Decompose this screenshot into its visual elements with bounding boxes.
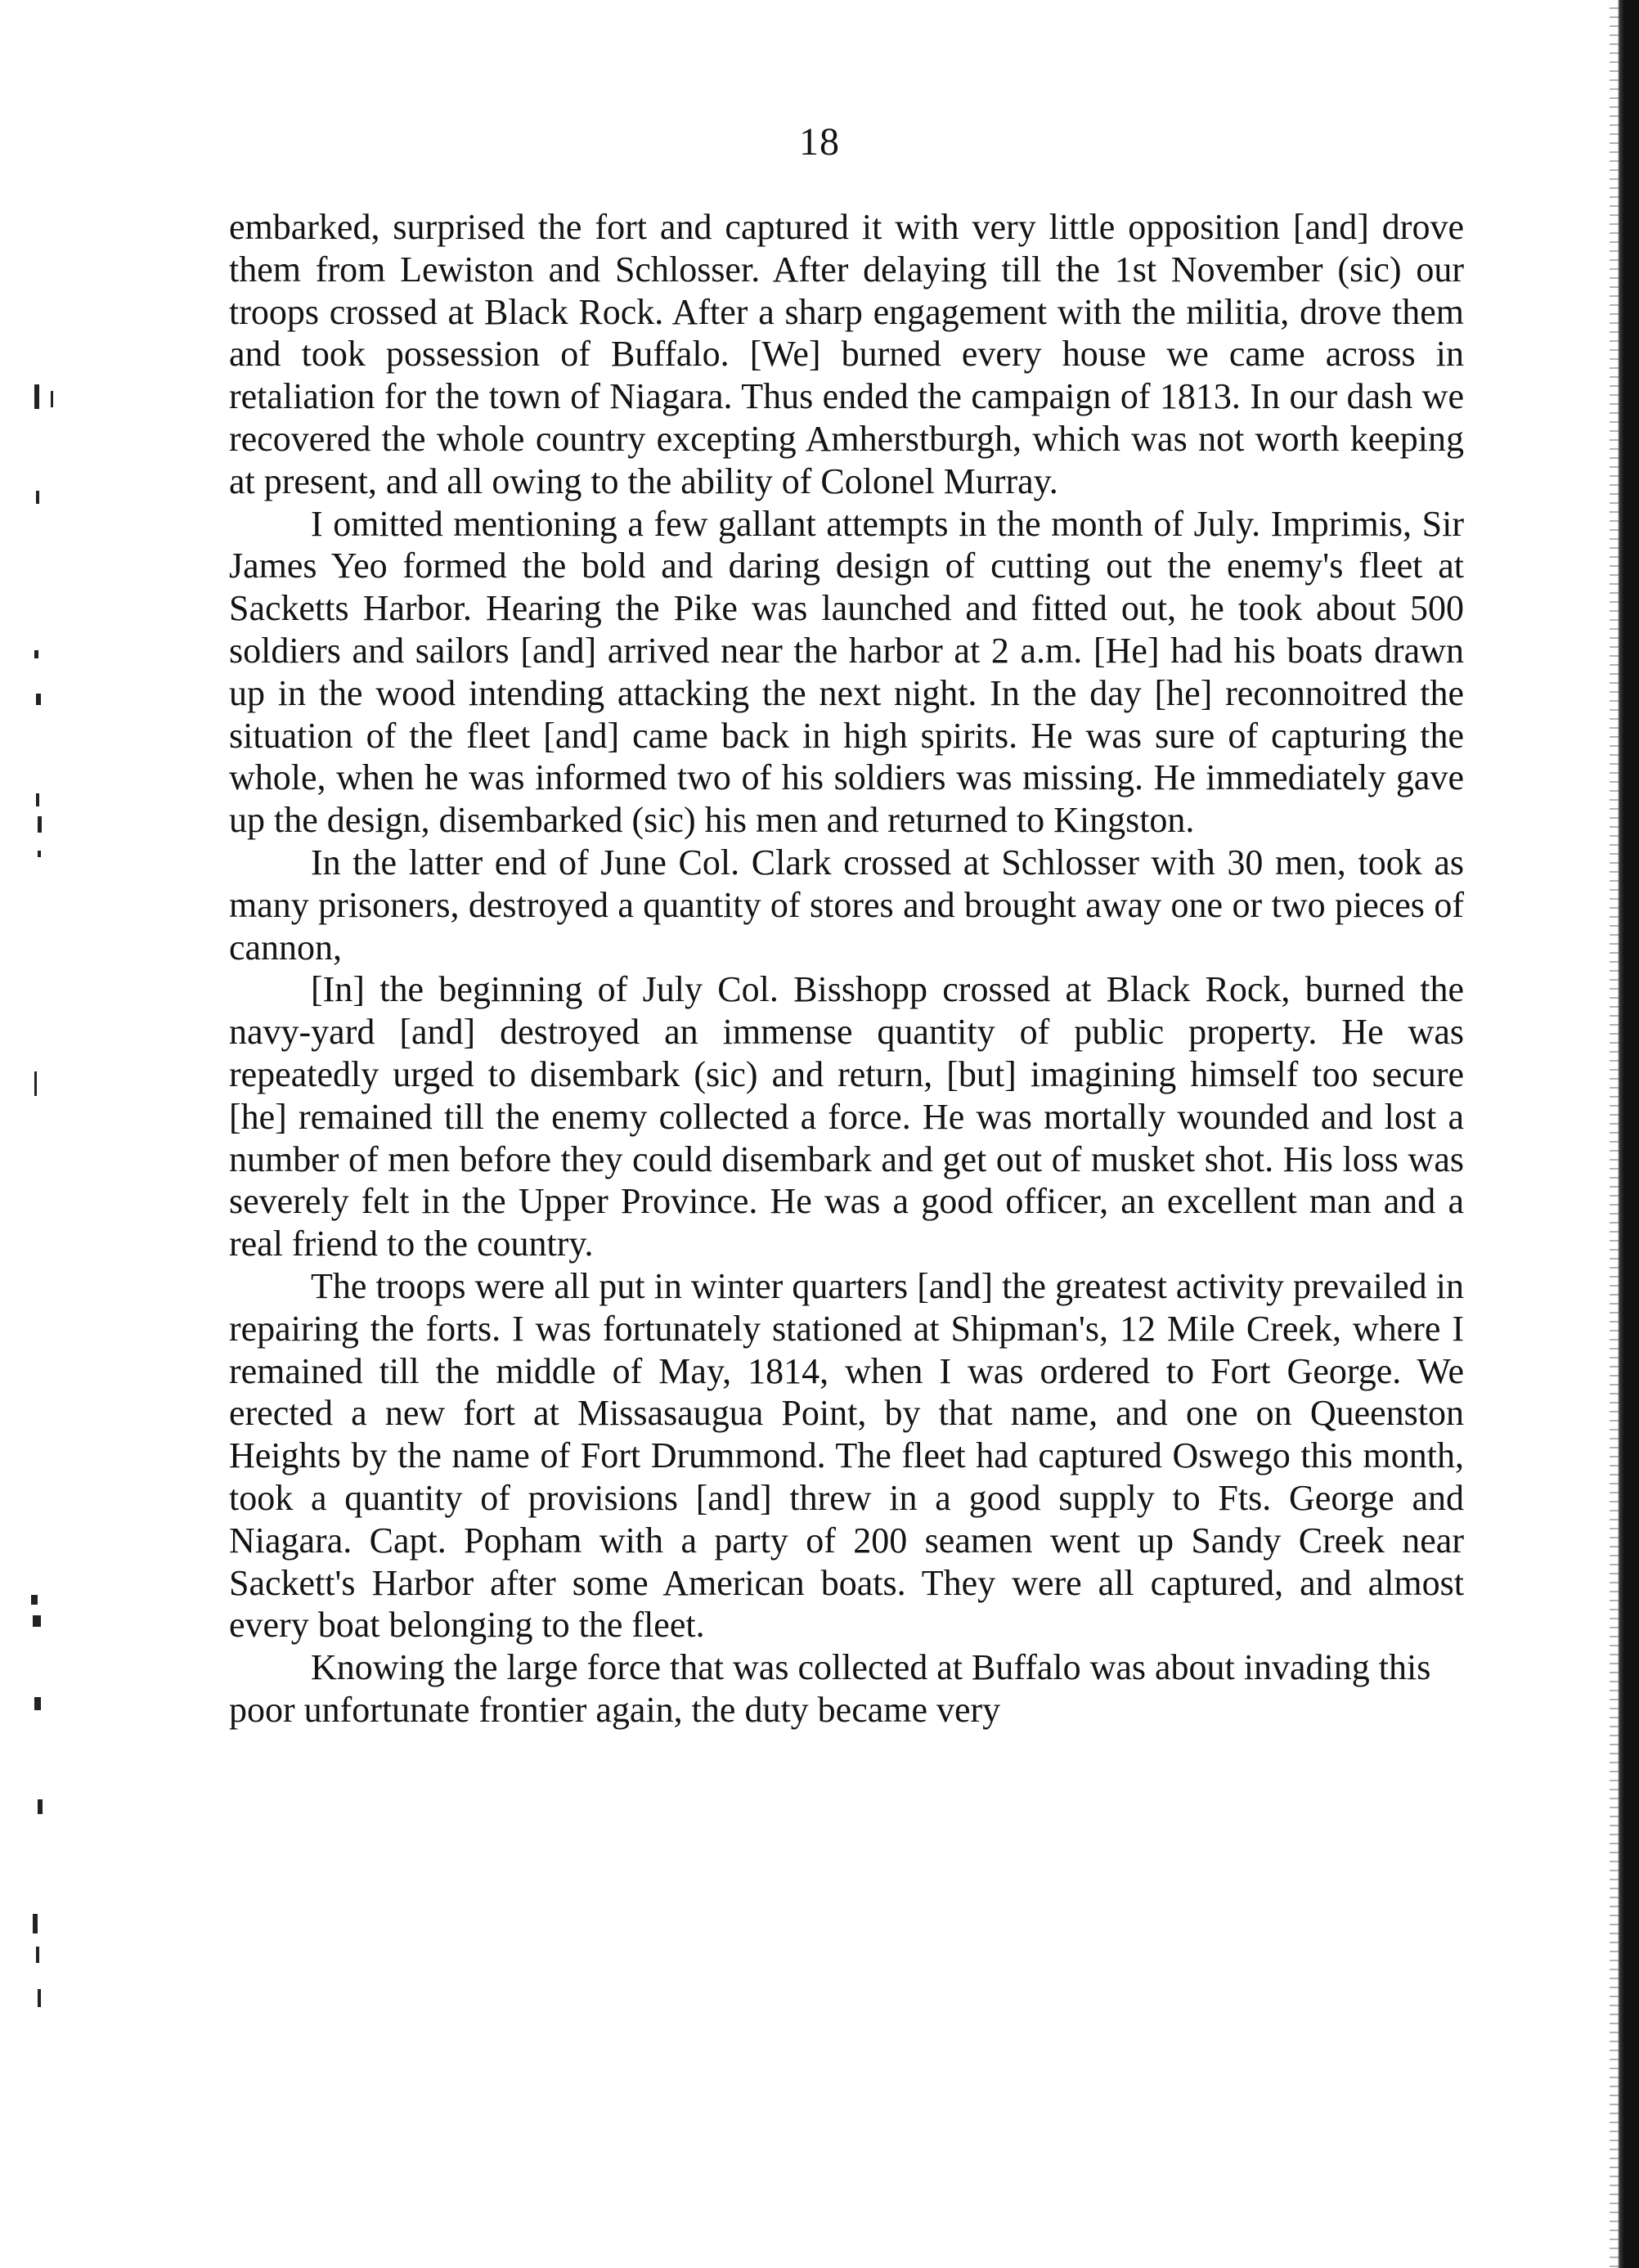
paragraph-5: The troops were all put in winter quarters [and] the greatest activity prevailed in repairing the forts. I was fortunately stationed at Shipman's, 12 Mile Creek, where I remained till the middle of May, 1814, when I was ordered to Fort George. We erected a new fort at Missasaugua Point, by that name, and one on Queenston Heights by the name of Fort Drummond. The fleet had captured Oswego this month, took a quantity of provisions [and] threw in a good supply to Fts. George and Niagara. Capt. Popham with a party of 200 seamen went up Sandy Creek near Sackett's Harbor after some American boats. They were all captured, and almost every boat belonging to the fleet.: [229, 1265, 1464, 1646]
scan-mark: [34, 650, 38, 658]
scan-mark: [38, 851, 41, 857]
page-edge-shadow: [1610, 0, 1639, 2268]
paragraph-4: [In] the beginning of July Col. Bisshopp crossed at Black Rock, burned the navy-yard [and] destroyed an immense quantity of public property. He was repeatedly urged to disembark (sic) and return, [but] imagining himself too secure [he] remained till the enemy collected a force. He was mortally wounded and lost a number of men before they could disembark and get out of musket shot. His loss was severely felt in the Upper Province. He was a good officer, an excellent man and a real friend to the country.: [229, 969, 1464, 1264]
scan-mark: [36, 793, 39, 806]
paragraph-3: In the latter end of June Col. Clark crossed at Schlosser with 30 men, took as many prisoners, destroyed a quantity of stores and brought away one or two pieces of cannon,: [229, 842, 1464, 968]
scan-margin-marks: [0, 0, 90, 2268]
scan-mark: [33, 1914, 38, 1933]
body-text: [229, 206, 1464, 1731]
scan-mark: [38, 816, 42, 833]
scan-mark: [36, 491, 39, 504]
scan-mark: [34, 1697, 41, 1710]
paragraph-6: Knowing the large force that was collected at Buffalo was about invading this poor unfortunate frontier again, the duty became very: [229, 1647, 1431, 1730]
scan-mark: [36, 1947, 39, 1963]
scan-mark: [36, 694, 41, 705]
scan-mark: [34, 384, 39, 409]
scan-mark: [38, 1989, 41, 2007]
scan-mark: [34, 1071, 37, 1096]
scan-mark: [31, 1595, 38, 1605]
scan-mark: [38, 1799, 43, 1814]
paragraph-2: I omitted mentioning a few gallant attempts in the month of July. Imprimis, Sir James Yeo formed the bold and daring design of cutting out the enemy's fleet at Sacketts Harbor. Hearing the Pike was launched and fitted out, he took about 500 soldiers and sailors [and] arrived near the harbor at 2 a.m. [He] had his boats drawn up in the wood intending attacking the next night. In the day [he] reconnoitred the situation of the fleet [and] came back in high spirits. He was sure of capturing the whole, when he was informed two of his soldiers was missing. He immediately gave up the design, disembarked (sic) his men and returned to Kingston.: [229, 503, 1464, 841]
paragraph-1: embarked, surprised the fort and captured it with very little opposition [and] drove them from Lewiston and Schlosser. After delaying till the 1st November (sic) our troops crossed at Black Rock. After a sharp engagement with the militia, drove them and took possession of Buffalo. [We] burned every house we came across in retaliation for the town of Niagara. Thus ended the campaign of 1813. In our dash we recovered the whole country excepting Amherstburgh, which was not worth keeping at present, and all owing to the ability of Colonel Murray.: [229, 207, 1464, 501]
page-number: 18: [799, 120, 840, 164]
scan-mark: [33, 1615, 41, 1627]
scan-mark: [51, 391, 53, 407]
